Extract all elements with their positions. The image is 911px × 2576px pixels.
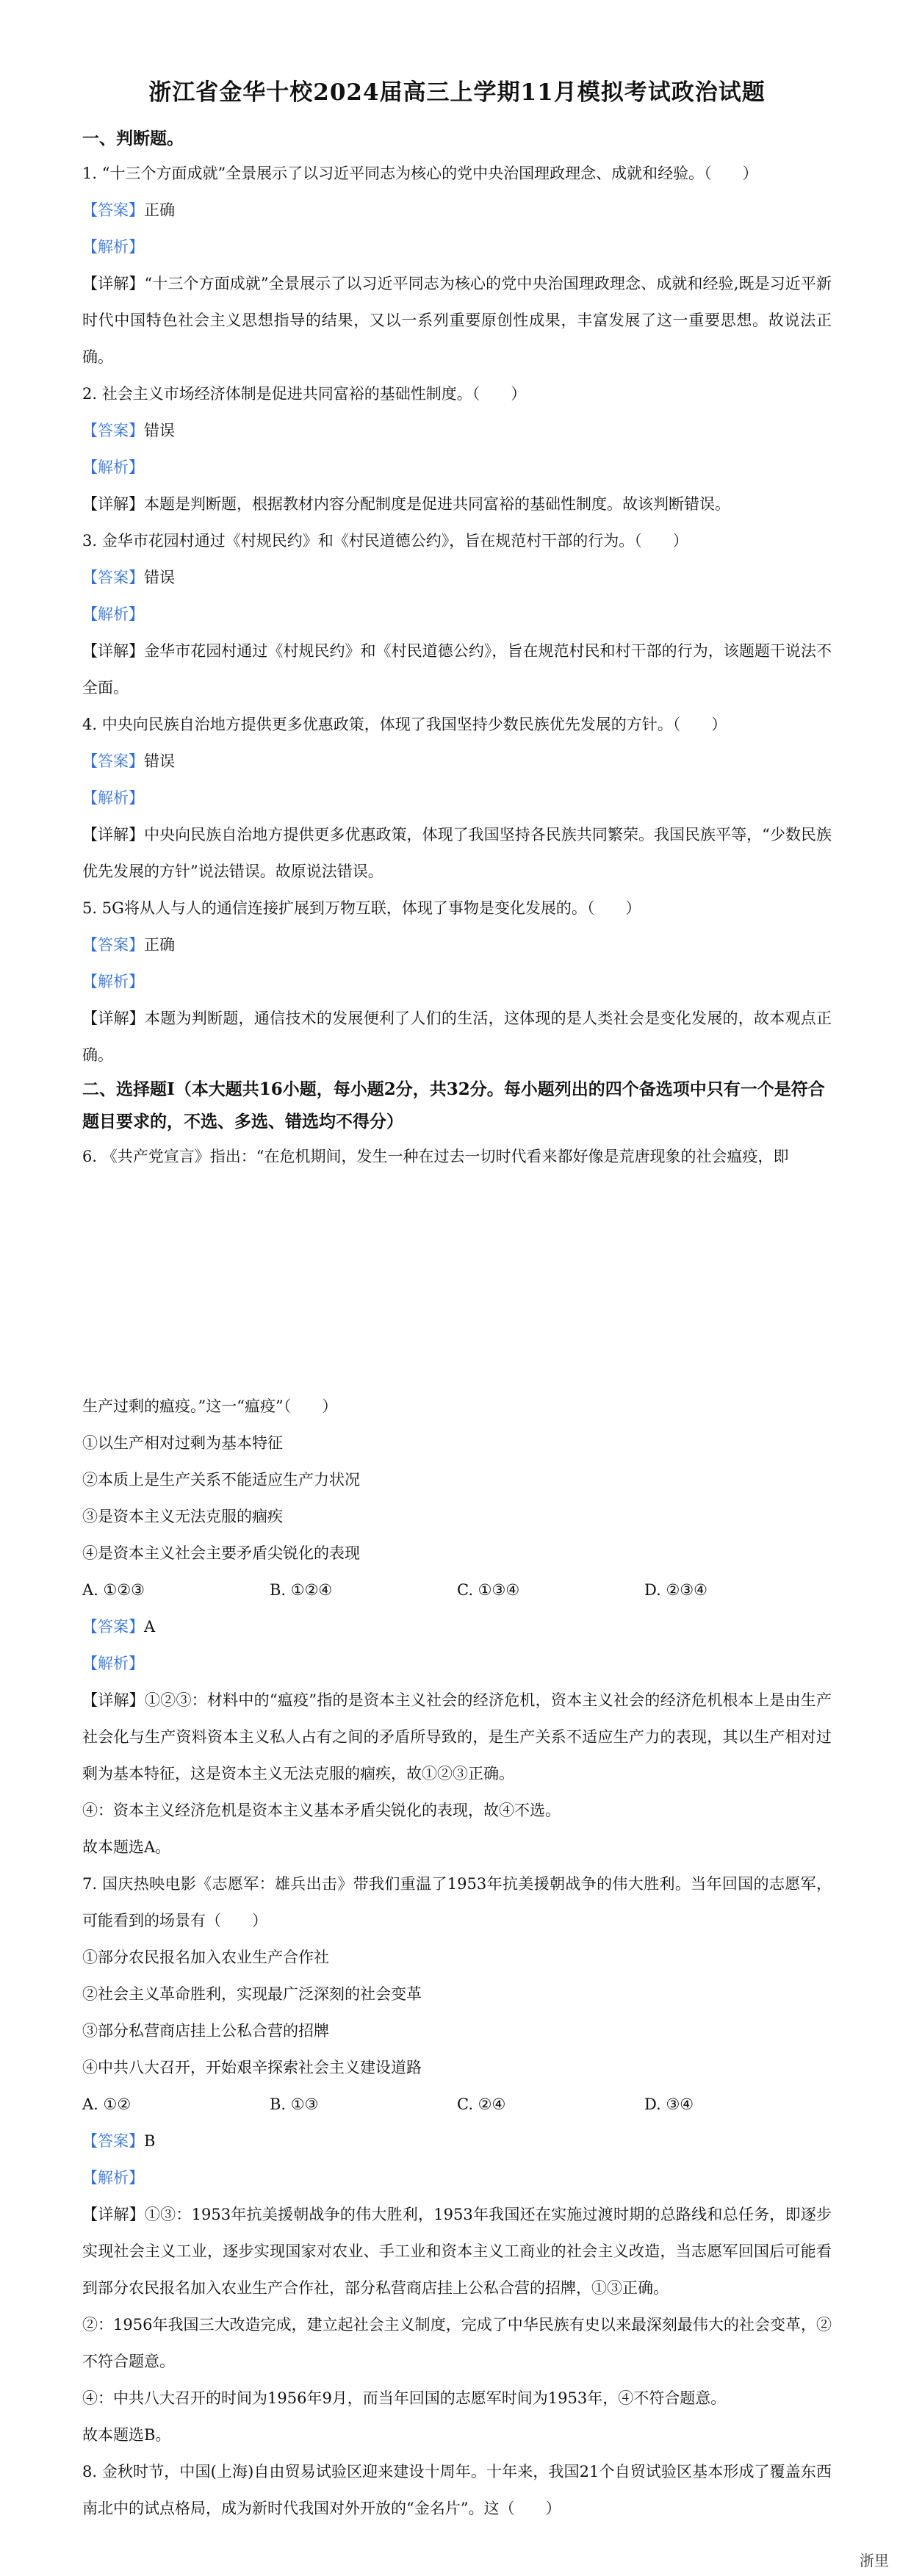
answer-tag: 【答案】 bbox=[82, 201, 144, 219]
question-7-item-4: ④中共八大召开，开始艰辛探索社会主义建设道路 bbox=[82, 2059, 422, 2076]
option-d: D. ③④ bbox=[644, 2095, 694, 2113]
question-5-answer bbox=[82, 927, 832, 963]
answer-value: 错误 bbox=[144, 752, 175, 770]
question-1-answer bbox=[82, 192, 832, 229]
question-6-options bbox=[82, 1572, 832, 1608]
answer-tag: 【答案】 bbox=[82, 569, 144, 586]
question-7-stem: 7. 国庆热映电影《志愿军：雄兵出击》带我们重温了1953年抗美援朝战争的伟大胜利。当年回国的志愿军，可能看到的场景有（ ） bbox=[82, 1875, 832, 1929]
question-3-stem: 3. 金华市花园村通过《村规民约》和《村民道德公约》，旨在规范村干部的行为。（ ） bbox=[82, 532, 688, 550]
question-3-detail: 【详解】金华市花园村通过《村规民约》和《村民道德公约》，旨在规范村民和村干部的行为，该题题干说法不全面。 bbox=[82, 642, 832, 697]
question-6-item-3: ③是资本主义无法克服的痼疾 bbox=[82, 1508, 283, 1525]
option-a: A. ①② bbox=[82, 2095, 132, 2113]
question-2-stem: 2. 社会主义市场经济体制是促进共同富裕的基础性制度。（ ） bbox=[82, 385, 527, 403]
question-6-item-4: ④是资本主义社会主要矛盾尖锐化的表现 bbox=[82, 1544, 360, 1562]
page-footer: 浙里 bbox=[860, 2552, 889, 2569]
question-7-detail-4: 故本题选B。 bbox=[82, 2426, 171, 2444]
question-7-options bbox=[82, 2086, 832, 2123]
answer-tag: 【答案】 bbox=[82, 936, 144, 954]
question-4-analysis-tag: 【解析】 bbox=[82, 789, 144, 807]
question-1-detail: 【详解】“十三个方面成就”全景展示了以习近平同志为核心的党中央治国理政理念、成就和经验,既是习近平新时代中国特色社会主义思想指导的结果，又以一系列重要原创性成果，丰富发展了这一重要思想。故说法正确。 bbox=[82, 275, 832, 366]
blank-gap bbox=[82, 1175, 832, 1388]
question-5-analysis-tag: 【解析】 bbox=[82, 973, 144, 990]
exam-page bbox=[82, 73, 832, 2527]
section-heading-judgment: 一、判断题。 bbox=[82, 129, 184, 148]
answer-tag: 【答案】 bbox=[82, 1618, 144, 1636]
option-b: B. ①③ bbox=[270, 2095, 319, 2113]
question-6-analysis-tag: 【解析】 bbox=[82, 1655, 144, 1672]
question-4-detail: 【详解】中央向民族自治地方提供更多优惠政策，体现了我国坚持各民族共同繁荣。我国民族平等，“少数民族优先发展的方针”说法错误。故原说法错误。 bbox=[82, 826, 832, 880]
answer-tag: 【答案】 bbox=[82, 422, 144, 439]
answer-value: A bbox=[144, 1618, 156, 1636]
question-7-answer bbox=[82, 2123, 832, 2159]
question-7-item-2: ②社会主义革命胜利，实现最广泛深刻的社会变革 bbox=[82, 1985, 422, 2003]
question-2-detail: 【详解】本题是判断题，根据教材内容分配制度是促进共同富裕的基础性制度。故该判断错误。 bbox=[82, 495, 730, 513]
answer-value: 正确 bbox=[144, 936, 175, 954]
question-5-detail: 【详解】本题为判断题，通信技术的发展便利了人们的生活，这体现的是人类社会是变化发展的，故本观点正确。 bbox=[82, 1010, 832, 1064]
answer-value: 错误 bbox=[144, 422, 175, 439]
question-7-detail-2: ②：1956年我国三大改造完成，建立起社会主义制度，完成了中华民族有史以来最深刻最伟大的社会变革，②不符合题意。 bbox=[82, 2316, 832, 2370]
question-2-answer bbox=[82, 412, 832, 449]
question-6-detail-3: 故本题选A。 bbox=[82, 1838, 171, 1856]
answer-value: 错误 bbox=[144, 569, 175, 586]
question-2-analysis-tag: 【解析】 bbox=[82, 458, 144, 476]
question-6-detail-1: 【详解】①②③：材料中的“瘟疫”指的是资本主义社会的经济危机，资本主义社会的经济危机根本上是由生产社会化与生产资料资本主义私人占有之间的矛盾所导致的，是生产关系不适应生产力的表现，其以生产相对过剩为基本特征，这是资本主义无法克服的痼疾，故①②③正确。 bbox=[82, 1691, 832, 1782]
question-1-analysis-tag: 【解析】 bbox=[82, 238, 144, 256]
option-a: A. ①②③ bbox=[82, 1581, 145, 1599]
page-title: 浙江省金华十校2024届高三上学期11月模拟考试政治试题 bbox=[148, 79, 766, 106]
question-6-detail-2: ④：资本主义经济危机是资本主义基本矛盾尖锐化的表现，故④不选。 bbox=[82, 1802, 561, 1819]
option-d: D. ②③④ bbox=[644, 1581, 707, 1599]
question-4-stem: 4. 中央向民族自治地方提供更多优惠政策，体现了我国坚持少数民族优先发展的方针。（ ） bbox=[82, 716, 727, 733]
question-7-detail-3: ④：中共八大召开的时间为1956年9月，而当年回国的志愿军时间为1953年，④不符合题意。 bbox=[82, 2389, 727, 2407]
section-heading-choice: 二、选择题Ⅰ（本大题共16小题，每小题2分，共32分。每小题列出的四个备选项中只有一个是符合题目要求的，不选、多选、错选均不得分） bbox=[82, 1079, 825, 1132]
question-5-stem: 5. 5G将从人与人的通信连接扩展到万物互联，体现了事物是变化发展的。（ ） bbox=[82, 899, 641, 917]
option-c: C. ①③④ bbox=[457, 1581, 520, 1599]
question-3-answer bbox=[82, 559, 832, 596]
question-7-detail-1: 【详解】①③：1953年抗美援朝战争的伟大胜利，1953年我国还在实施过渡时期的总路线和总任务，即逐步实现社会主义工业，逐步实现国家对农业、手工业和资本主义工商业的社会主义改造，当志愿军回国后可能看到部分农民报名加入农业生产合作社，部分私营商店挂上公私合营的招牌，①③正确。 bbox=[82, 2206, 832, 2297]
question-7-item-1: ①部分农民报名加入农业生产合作社 bbox=[82, 1949, 329, 1966]
option-b: B. ①②④ bbox=[270, 1581, 333, 1599]
question-3-analysis-tag: 【解析】 bbox=[82, 605, 144, 623]
question-6-stem-part2: 生产过剩的瘟疫。”这一“瘟疫”（ ） bbox=[82, 1397, 338, 1415]
question-6-stem-part1: 6. 《共产党宣言》指出：“在危机期间，发生一种在过去一切时代看来都好像是荒唐现象的社会瘟疫，即 bbox=[82, 1148, 789, 1165]
question-8-stem: 8. 金秋时节，中国(上海)自由贸易试验区迎来建设十周年。十年来，我国21个自贸试验区基本形成了覆盖东西南北中的试点格局，成为新时代我国对外开放的“金名片”。这（ ） bbox=[82, 2463, 832, 2517]
question-1-stem: 1. “十三个方面成就”全景展示了以习近平同志为核心的党中央治国理政理念、成就和经验。（ ） bbox=[82, 165, 758, 182]
answer-value: 正确 bbox=[144, 201, 175, 219]
question-4-answer bbox=[82, 743, 832, 780]
answer-value: B bbox=[144, 2132, 156, 2150]
question-6-item-2: ②本质上是生产关系不能适应生产力状况 bbox=[82, 1471, 360, 1489]
option-c: C. ②④ bbox=[457, 2095, 506, 2113]
question-7-analysis-tag: 【解析】 bbox=[82, 2169, 144, 2187]
question-6-answer bbox=[82, 1608, 832, 1645]
question-7-item-3: ③部分私营商店挂上公私合营的招牌 bbox=[82, 2022, 329, 2040]
answer-tag: 【答案】 bbox=[82, 2132, 144, 2150]
question-6-item-1: ①以生产相对过剩为基本特征 bbox=[82, 1434, 283, 1452]
answer-tag: 【答案】 bbox=[82, 752, 144, 770]
